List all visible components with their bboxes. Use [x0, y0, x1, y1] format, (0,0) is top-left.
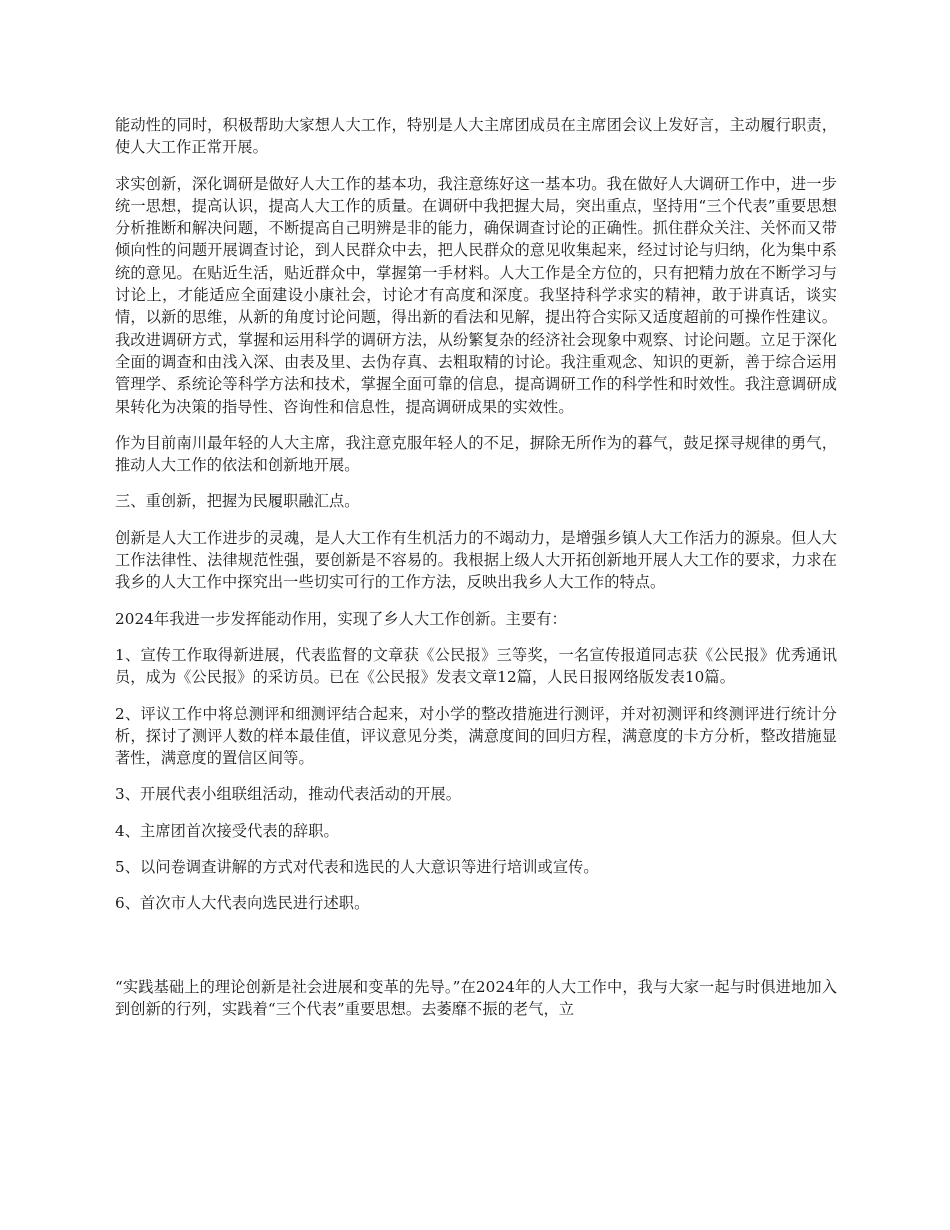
list-item-2: 2、评议工作中将总测评和细测评结合起来，对小学的整改措施进行测评，并对初测评和终测评进行统计分析，探讨了测评人数的样本最佳值，评议意见分类，满意度间的回归方程，满意度的卡方分析，整改措施显著性，满意度的置信区间等。 — [115, 704, 837, 768]
paragraph-quote: “实践基础上的理论创新是社会进展和变革的先导。”在2024年的人大工作中，我与大家一起与时俱进地加入到创新的行列，实践着“三个代表”重要思想。去萎靡不振的老气，立 — [115, 977, 837, 1018]
blank-space — [115, 929, 837, 976]
list-item-4: 4、主席团首次接受代表的辞职。 — [115, 821, 339, 840]
list-item-1: 1、宣传工作取得新进展，代表监督的文章获《公民报》三等奖，一名宣传报道同志获《公民报》优秀通讯员，成为《公民报》的采访员。已在《公民报》发表文章12篇，人民日报网络版发表10篇。 — [115, 645, 837, 687]
paragraph-5: 2024年我进一步发挥能动作用，实现了乡人大工作创新。主要有： — [115, 609, 567, 628]
list-item-3: 3、开展代表小组联组活动，推动代表活动的开展。 — [115, 785, 462, 804]
section-heading: 三、重创新，把握为民履职融汇点。 — [115, 492, 360, 511]
paragraph-2: 求实创新，深化调研是做好人大工作的基本功，我注意练好这一基本功。我在做好人大调研工作中，进一步统一思想，提高认识，提高人大工作的质量。在调研中我把握大局，突出重点，坚持用“三个代表”重要思想分析推断和解决问题，不断提高自己明辨是非的能力，确保调查讨论的正确性。抓住群众关注、关怀而又带倾向性的问题开展调查讨论，到人民群众中去，把人民群众的意见收集起来，经过讨论与归纳，化为集中系统的意见。在贴近生活，贴近群众中，掌握第一手材料。人大工作是全方位的，只有把精力放在不断学习与讨论上，才能适应全面建设小康社会，讨论才有高度和深度。我坚持科学求实的精神，敢于讲真话，谈实情，以新的思维，从新的角度讨论问题，得出新的看法和见解，提出符合实际又适度超前的可操作性建议。我改进调研方式，掌握和运用科学的调研方法，从纷繁复杂的经济社会现象中观察、讨论问题。立足于深化全面的调查和由浅入深、由表及里、去伪存真、去粗取精的讨论。我注重观念、知识的更新，善于综合运用管理学、系统论等科学方法和技术，掌握全面可靠的信息，提高调研工作的科学性和时效性。我注意调研成果转化为决策的指导性、咨询性和信息性，提高调研成果的实效性。 — [115, 174, 837, 416]
document-page — [115, 114, 837, 1034]
list-item-6: 6、首次市人大代表向选民进行述职。 — [115, 894, 370, 913]
paragraph-3: 作为目前南川最年轻的人大主席，我注意克服年轻人的不足，摒除无所作为的暮气，鼓足探寻规律的勇气，推动人大工作的依法和创新地开展。 — [115, 433, 837, 475]
paragraph-4: 创新是人大工作进步的灵魂，是人大工作有生机活力的不竭动力，是增强乡镇人大工作活力的源泉。但人大工作法律性、法律规范性强，要创新是不容易的。我根据上级人大开拓创新地开展人大工作的要求，力求在我乡的人大工作中探究出一些切实可行的工作方法，反映出我乡人大工作的特点。 — [115, 528, 837, 592]
list-item-5: 5、以问卷调查讲解的方式对代表和选民的人大意识等进行培训或宣传。 — [115, 858, 599, 877]
paragraph-1: 能动性的同时，积极帮助大家想人大工作，特别是人大主席团成员在主席团会议上发好言，主动履行职责，使人大工作正常开展。 — [115, 116, 837, 157]
